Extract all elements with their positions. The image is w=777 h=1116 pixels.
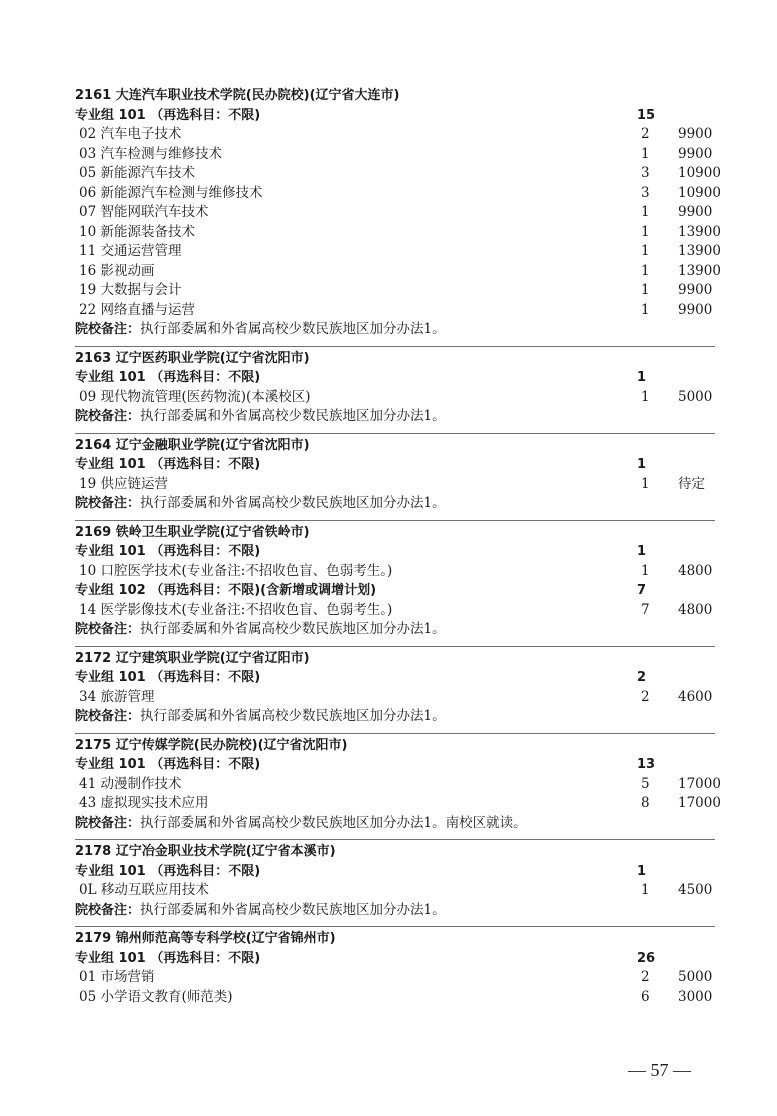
- major-row: [75, 203, 715, 223]
- major-plan-count: 2: [641, 126, 650, 142]
- major-name: 41 动漫制作技术: [79, 775, 182, 792]
- school-remark-label: 院校备注：: [75, 496, 141, 511]
- major-row: [75, 145, 715, 165]
- major-group-label: 专业组 101 （再选科目：不限): [75, 370, 261, 385]
- major-name: 0L 移动互联应用技术: [79, 882, 209, 898]
- school-remark-label: 院校备注：: [75, 622, 141, 637]
- major-name: 34 旅游管理: [79, 688, 155, 705]
- major-tuition: 10900: [678, 165, 721, 181]
- school-block: [75, 839, 715, 920]
- school-remark-row: [75, 494, 715, 514]
- major-plan-count: 1: [641, 262, 650, 279]
- school-header: 2163 辽宁医药职业学院(辽宁省沈阳市): [75, 350, 310, 366]
- school-remark-text: 执行部委属和外省属高校少数民族地区加分办法1。南校区就读。: [140, 814, 527, 831]
- major-row: [75, 184, 721, 204]
- major-group-row: [75, 755, 715, 775]
- school-remark-label: 院校备注：: [75, 709, 141, 724]
- major-name: 05 新能源汽车技术: [79, 165, 195, 181]
- major-row: [75, 688, 715, 708]
- major-row: [75, 968, 715, 988]
- major-plan-count: 1: [641, 204, 650, 220]
- page-number: — 57 —: [628, 1060, 691, 1080]
- major-plan-count: 1: [641, 301, 650, 318]
- school-header: 2161 大连汽车职业技术学院(民办院校)(辽宁省大连市): [75, 88, 400, 103]
- major-row: [75, 794, 721, 814]
- major-plan-count: 1: [641, 475, 650, 492]
- major-plan-count: 1: [641, 243, 650, 259]
- school-block: [75, 346, 715, 427]
- school-remark-text: 执行部委属和外省属高校少数民族地区加分办法1。: [140, 495, 446, 511]
- major-group-label: 专业组 101 （再选科目：不限): [75, 107, 261, 123]
- major-name: 14 医学影像技术(专业备注:不招收色盲、色弱考生。): [79, 601, 393, 618]
- major-row: [75, 988, 715, 1008]
- major-plan-count: 6: [641, 988, 650, 1005]
- school-remark-text: 执行部委属和外省属高校少数民族地区加分办法1。: [140, 408, 446, 424]
- major-tuition: 3000: [678, 988, 713, 1005]
- major-tuition: 9900: [678, 145, 713, 162]
- major-tuition: 13900: [678, 243, 721, 259]
- major-plan-count: 3: [641, 165, 650, 181]
- major-row: [75, 601, 715, 621]
- major-row: [75, 775, 721, 795]
- major-row: [75, 562, 715, 582]
- major-tuition: 4800: [678, 562, 713, 579]
- major-plan-count: 1: [641, 282, 650, 298]
- major-group-row: [75, 455, 715, 475]
- major-group-plan-count: 1: [637, 370, 647, 385]
- major-group-plan-count: 1: [637, 544, 647, 559]
- major-plan-count: 2: [641, 688, 650, 705]
- school-remark-row: [75, 407, 715, 427]
- major-row: [75, 881, 715, 901]
- major-group-plan-count: 2: [637, 670, 647, 685]
- school-header: 2164 辽宁金融职业学院(辽宁省沈阳市): [75, 437, 310, 453]
- major-group-label: 专业组 101 （再选科目：不限): [75, 670, 261, 685]
- major-row: [75, 475, 715, 495]
- major-group-row: [75, 949, 715, 969]
- school-remark-text: 执行部委属和外省属高校少数民族地区加分办法1。: [140, 621, 446, 637]
- major-tuition: 10900: [678, 184, 721, 201]
- major-tuition: 待定: [678, 475, 705, 492]
- major-group-plan-count: 13: [637, 757, 656, 772]
- major-group-row: [75, 862, 715, 882]
- school-remark-label: 院校备注：: [75, 409, 141, 424]
- major-row: [75, 262, 721, 282]
- major-tuition: 9900: [678, 282, 713, 298]
- major-row: [75, 242, 721, 262]
- major-row: [75, 301, 715, 321]
- school-block: [75, 926, 715, 1007]
- major-plan-count: 2: [641, 969, 650, 985]
- school-header: 2179 锦州师范高等专科学校(辽宁省锦州市): [75, 931, 336, 946]
- major-name: 43 虚拟现实技术应用: [79, 795, 209, 811]
- school-remark-label: 院校备注：: [75, 902, 141, 918]
- major-group-plan-count: 1: [637, 863, 647, 879]
- admission-plan-list: [75, 86, 721, 1007]
- major-tuition: 5000: [678, 388, 713, 405]
- major-group-plan-count: 7: [637, 583, 647, 598]
- major-name: 02 汽车电子技术: [79, 126, 182, 142]
- school-remark-row: [75, 620, 715, 640]
- major-tuition: 9900: [678, 126, 713, 142]
- major-plan-count: 1: [641, 145, 650, 162]
- major-tuition: 4500: [678, 882, 713, 898]
- school-remark-label: 院校备注：: [75, 322, 141, 337]
- major-name: 06 新能源汽车检测与维修技术: [79, 184, 263, 201]
- major-row: [75, 164, 721, 184]
- major-name: 09 现代物流管理(医药物流)(本溪校区): [79, 388, 311, 405]
- major-name: 22 网络直播与运营: [79, 301, 195, 318]
- major-name: 03 汽车检测与维修技术: [79, 145, 222, 162]
- school-block: [75, 646, 715, 727]
- major-group-plan-count: 26: [637, 950, 656, 966]
- major-plan-count: 8: [641, 795, 650, 811]
- school-header: 2172 辽宁建筑职业学院(辽宁省辽阳市): [75, 650, 310, 666]
- major-group-label: 专业组 101 （再选科目：不限): [75, 863, 261, 879]
- major-tuition: 13900: [678, 223, 721, 240]
- major-group-plan-count: 15: [637, 107, 656, 123]
- school-remark-row: [75, 320, 715, 340]
- school-header: 2169 铁岭卫生职业学院(辽宁省铁岭市): [75, 524, 310, 540]
- school-header: 2178 辽宁冶金职业技术学院(辽宁省本溪市): [75, 844, 336, 859]
- major-name: 05 小学语文教育(师范类): [79, 988, 233, 1005]
- major-group-label: 专业组 101 （再选科目：不限): [75, 457, 261, 472]
- school-remark-row: [75, 901, 715, 921]
- major-tuition: 5000: [678, 969, 713, 985]
- major-tuition: 4600: [678, 688, 713, 705]
- major-tuition: 17000: [678, 775, 721, 792]
- major-row: [75, 281, 715, 301]
- major-row: [75, 223, 721, 243]
- major-group-row: [75, 581, 715, 601]
- school-remark-label: 院校备注：: [75, 815, 141, 831]
- school-block: [75, 733, 721, 834]
- major-name: 11 交通运营管理: [79, 243, 182, 259]
- major-tuition: 9900: [678, 301, 713, 318]
- school-block: [75, 433, 715, 514]
- major-group-label: 专业组 101 （再选科目：不限): [75, 544, 261, 559]
- major-group-label: 专业组 102 （再选科目：不限)(含新增或调增计划): [75, 583, 377, 598]
- major-group-row: [75, 542, 715, 562]
- major-tuition: 9900: [678, 204, 713, 220]
- major-plan-count: 1: [641, 223, 650, 240]
- major-plan-count: 5: [641, 775, 650, 792]
- major-name: 10 口腔医学技术(专业备注:不招收色盲、色弱考生。): [79, 562, 393, 579]
- major-name: 16 影视动画: [79, 262, 155, 279]
- major-tuition: 13900: [678, 262, 721, 279]
- school-remark-text: 执行部委属和外省属高校少数民族地区加分办法1。: [140, 708, 446, 724]
- school-header: 2175 辽宁传媒学院(民办院校)(辽宁省沈阳市): [75, 737, 348, 753]
- major-name: 19 供应链运营: [79, 475, 168, 492]
- major-tuition: 17000: [678, 795, 721, 811]
- school-remark-text: 执行部委属和外省属高校少数民族地区加分办法1。: [140, 901, 446, 918]
- school-remark-row: [75, 707, 715, 727]
- major-name: 07 智能网联汽车技术: [79, 204, 209, 220]
- school-block: [75, 86, 721, 340]
- major-group-label: 专业组 101 （再选科目：不限): [75, 757, 261, 772]
- major-group-row: [75, 106, 715, 126]
- major-plan-count: 7: [641, 601, 650, 618]
- major-tuition: 4800: [678, 601, 713, 618]
- major-plan-count: 1: [641, 388, 650, 405]
- school-block: [75, 520, 715, 640]
- major-group-label: 专业组 101 （再选科目：不限): [75, 950, 261, 966]
- school-remark-text: 执行部委属和外省属高校少数民族地区加分办法1。: [140, 321, 446, 337]
- major-group-plan-count: 1: [637, 457, 647, 472]
- major-name: 01 市场营销: [79, 969, 155, 985]
- major-name: 19 大数据与会计: [79, 282, 182, 298]
- major-row: [75, 388, 715, 408]
- major-group-row: [75, 368, 715, 388]
- major-name: 10 新能源装备技术: [79, 223, 195, 240]
- major-plan-count: 1: [641, 882, 650, 898]
- major-group-row: [75, 668, 715, 688]
- major-row: [75, 125, 715, 145]
- major-plan-count: 1: [641, 562, 650, 579]
- school-remark-row: [75, 814, 715, 834]
- major-plan-count: 3: [641, 184, 650, 201]
